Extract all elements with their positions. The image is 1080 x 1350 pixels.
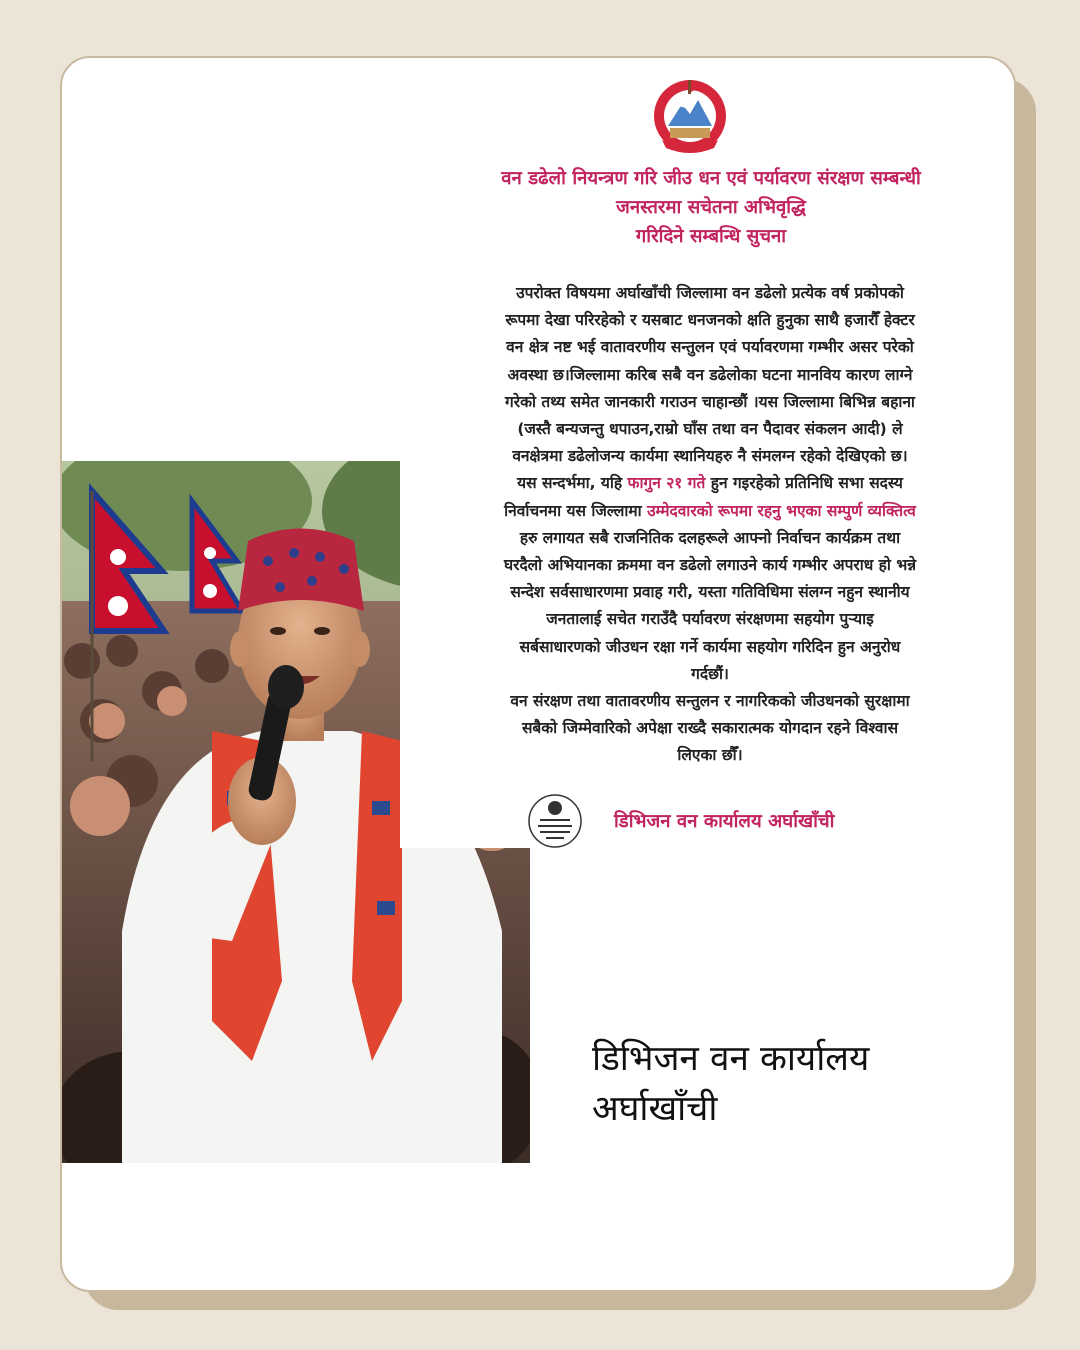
body-line: वनक्षेत्रमा डढेलोजन्य कार्यमा स्थानियहरु नै संमलग्न रहेको देखिएको छ। [512, 447, 908, 466]
notice-body [402, 280, 1016, 770]
body-line: लिएका छौँ। [677, 746, 743, 765]
caption-line: डिभिजन वन कार्यालय [592, 1039, 870, 1079]
nepal-government-emblem-icon [648, 74, 732, 158]
body-text: हुन गइरहेको प्रतिनिधि सभा सदस्य [705, 474, 903, 493]
heading-line: जनस्तरमा सचेतना अभिवृद्धि [616, 197, 806, 218]
body-line: अवस्था छ।जिल्लामा करिब सबै वन डढेलोका घटना मानविय कारण लाग्ने [507, 365, 913, 384]
office-seal-icon [526, 792, 584, 850]
caption-line: अर्घाखाँची [592, 1089, 718, 1129]
body-line [402, 498, 1016, 525]
body-line: उपरोक्त विषयमा अर्घाखाँची जिल्लामा वन डढेलो प्रत्येक वर्ष प्रकोपको [516, 284, 904, 302]
notice-signature [526, 792, 1006, 852]
body-line: रूपमा देखा परिरहेको र यसबाट धनजनको क्षति हुनुका साथै हजारौँ हेक्टर [505, 311, 915, 330]
body-line: गरेको तथ्य समेत जानकारी गराउन चाहान्छौं ।यस जिल्लामा बिभिन्न बहाना [505, 392, 915, 411]
body-line: वन संरक्षण तथा वातावरणीय सन्तुलन र नागरिकको जीउधनको सुरक्षामा [510, 692, 910, 711]
election-date-highlight: फागुन २१ गते [627, 474, 706, 493]
body-line: गर्दछौं। [691, 664, 729, 683]
heading-line: गरिदिने सम्बन्धि सुचना [635, 226, 787, 247]
body-line: जनतालाई सचेत गराउँदै पर्यावरण संरक्षणमा सहयोग पुऱ्याइ [546, 610, 874, 629]
post-card [60, 56, 1016, 1292]
body-line: सर्बसाधारणको जीउधन रक्षा गर्ने कार्यमा सहयोग गरिदिन हुन अनुरोध [519, 637, 901, 656]
office-caption [592, 1034, 992, 1134]
body-line: घरदैलो अभियानका क्रममा वन डढेलो लगाउने कार्य गम्भीर अपराध हो भन्ने [503, 556, 917, 575]
body-line [402, 470, 1016, 497]
body-line: वन क्षेत्र नष्ट भई वातावरणीय सन्तुलन एवं पर्यावरणमा गम्भीर असर परेको [506, 338, 914, 357]
heading-line: वन डढेलो नियन्त्रण गरि जीउ धन एवं पर्यावरण संरक्षण सम्बन्धी [501, 168, 921, 189]
signature-office-name: डिभिजन वन कार्यालय अर्घाखाँची [614, 811, 835, 832]
body-line: (जस्तै बन्यजन्तु धपाउन,राम्रो घाँस तथा वन पैदावर संकलन आदी) ले [517, 420, 903, 439]
candidates-highlight: उम्मेदवारको रूपमा रहनु भएका सम्पुर्ण व्यक्तित्व [647, 501, 916, 520]
body-text: यस सन्दर्भमा, यहि [517, 474, 628, 493]
body-text: निर्वाचनमा यस जिल्लामा [504, 501, 648, 520]
body-line: सन्देश सर्वसाधारणमा प्रवाह गरी, यस्ता गतिविधिमा संलग्न नहुन स्थानीय [510, 583, 910, 602]
notice-heading [400, 164, 1016, 251]
forest-fire-notice [400, 72, 1016, 848]
body-line: हरु लगायत सबै राजनितिक दलहरूले आफ्नो निर्वाचन कार्यक्रम तथा [519, 528, 901, 547]
body-line: सबैको जिम्मेवारिको अपेक्षा राख्दै सकारात्मक योगदान रहने विश्वास [521, 719, 899, 738]
